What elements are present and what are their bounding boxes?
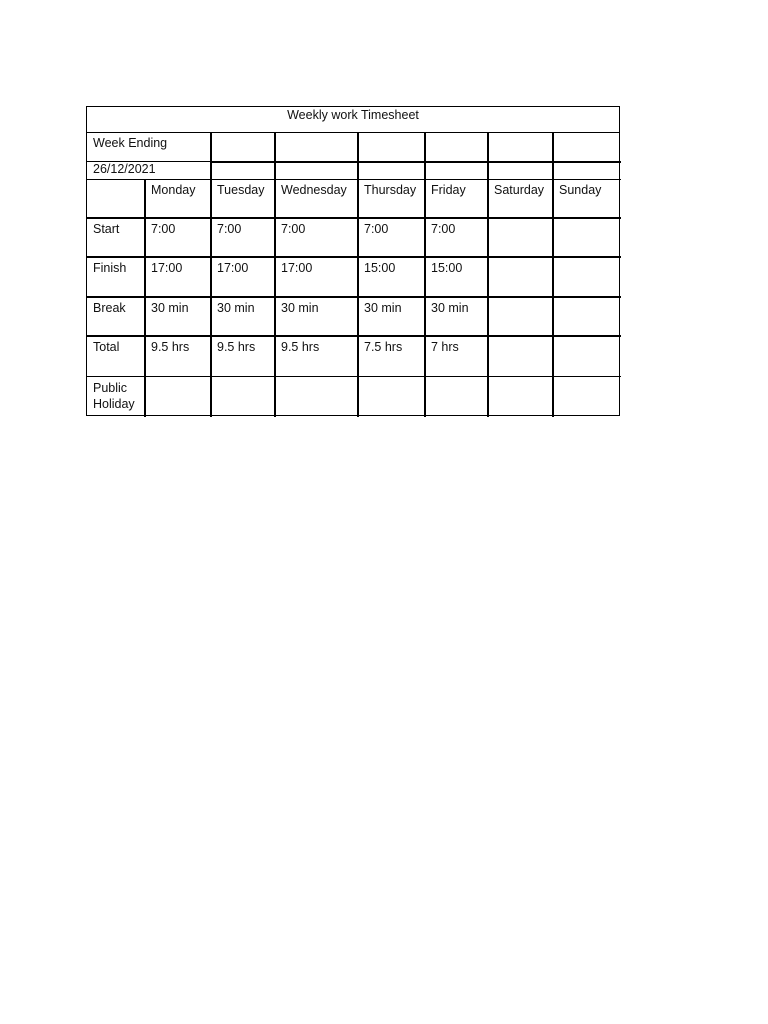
table-cell[interactable] bbox=[425, 378, 431, 380]
day-header-sunday: Sunday bbox=[559, 183, 602, 197]
day-header-saturday: Saturday bbox=[494, 183, 545, 197]
grid-line bbox=[487, 133, 489, 417]
table-cell[interactable] bbox=[145, 378, 151, 380]
row-label: Public Holiday bbox=[93, 381, 135, 411]
row-label: Start bbox=[93, 222, 120, 236]
table-cell[interactable]: 15:00 bbox=[431, 261, 463, 275]
table-cell[interactable]: 30 min bbox=[281, 301, 319, 315]
table-cell[interactable]: 7:00 bbox=[151, 222, 176, 236]
grid-line bbox=[87, 217, 621, 219]
grid-line bbox=[211, 161, 621, 163]
table-cell[interactable] bbox=[275, 378, 281, 380]
day-header-friday: Friday bbox=[431, 183, 466, 197]
table-cell[interactable]: 7.5 hrs bbox=[364, 340, 403, 354]
grid-line bbox=[424, 133, 426, 417]
table-cell[interactable]: 9.5 hrs bbox=[151, 340, 190, 354]
table-cell[interactable] bbox=[553, 298, 559, 300]
grid-line bbox=[87, 296, 621, 298]
table-cell[interactable] bbox=[553, 258, 559, 260]
table-cell[interactable] bbox=[488, 258, 494, 260]
table-cell[interactable]: 7:00 bbox=[364, 222, 389, 236]
table-cell[interactable]: 9.5 hrs bbox=[281, 340, 320, 354]
timesheet-title: Weekly work Timesheet bbox=[87, 107, 619, 133]
grid-line bbox=[144, 179, 146, 417]
grid-line bbox=[552, 133, 554, 417]
table-cell[interactable]: 7:00 bbox=[281, 222, 306, 236]
table-cell[interactable]: 15:00 bbox=[364, 261, 396, 275]
row-label: Finish bbox=[93, 261, 127, 275]
table-cell[interactable] bbox=[553, 219, 559, 221]
grid-line bbox=[87, 161, 211, 162]
grid-line bbox=[87, 179, 621, 180]
table-cell[interactable] bbox=[488, 378, 494, 380]
grid-line bbox=[87, 335, 621, 337]
day-header-monday: Monday bbox=[151, 183, 196, 197]
table-cell[interactable] bbox=[488, 219, 494, 221]
table-cell[interactable]: 7:00 bbox=[217, 222, 242, 236]
table-cell[interactable] bbox=[488, 337, 494, 339]
table-cell[interactable]: 17:00 bbox=[281, 261, 313, 275]
grid-line bbox=[87, 376, 621, 377]
table-cell[interactable] bbox=[488, 298, 494, 300]
timesheet-table bbox=[86, 106, 620, 416]
week-ending-label: Week Ending bbox=[93, 136, 168, 150]
table-cell[interactable] bbox=[358, 378, 364, 380]
grid-line bbox=[87, 256, 621, 258]
row-label: Break bbox=[93, 301, 126, 315]
table-cell[interactable]: 7 hrs bbox=[431, 340, 459, 354]
table-cell[interactable]: 17:00 bbox=[217, 261, 249, 275]
grid-line bbox=[274, 133, 276, 417]
table-cell[interactable] bbox=[211, 378, 217, 380]
table-cell[interactable]: 30 min bbox=[431, 301, 469, 315]
table-cell[interactable]: 30 min bbox=[217, 301, 255, 315]
table-cell[interactable]: 17:00 bbox=[151, 261, 183, 275]
table-cell[interactable] bbox=[553, 378, 559, 380]
day-header-tuesday: Tuesday bbox=[217, 183, 265, 197]
table-cell[interactable]: 30 min bbox=[151, 301, 189, 315]
week-ending-date: 26/12/2021 bbox=[93, 162, 156, 176]
table-cell[interactable] bbox=[553, 337, 559, 339]
grid-line bbox=[357, 133, 359, 417]
table-cell[interactable]: 9.5 hrs bbox=[217, 340, 256, 354]
table-cell[interactable]: 30 min bbox=[364, 301, 402, 315]
row-label: Total bbox=[93, 340, 120, 354]
day-header-wednesday: Wednesday bbox=[281, 183, 347, 197]
table-cell[interactable]: 7:00 bbox=[431, 222, 456, 236]
day-header-thursday: Thursday bbox=[364, 183, 417, 197]
grid-line bbox=[210, 133, 212, 417]
